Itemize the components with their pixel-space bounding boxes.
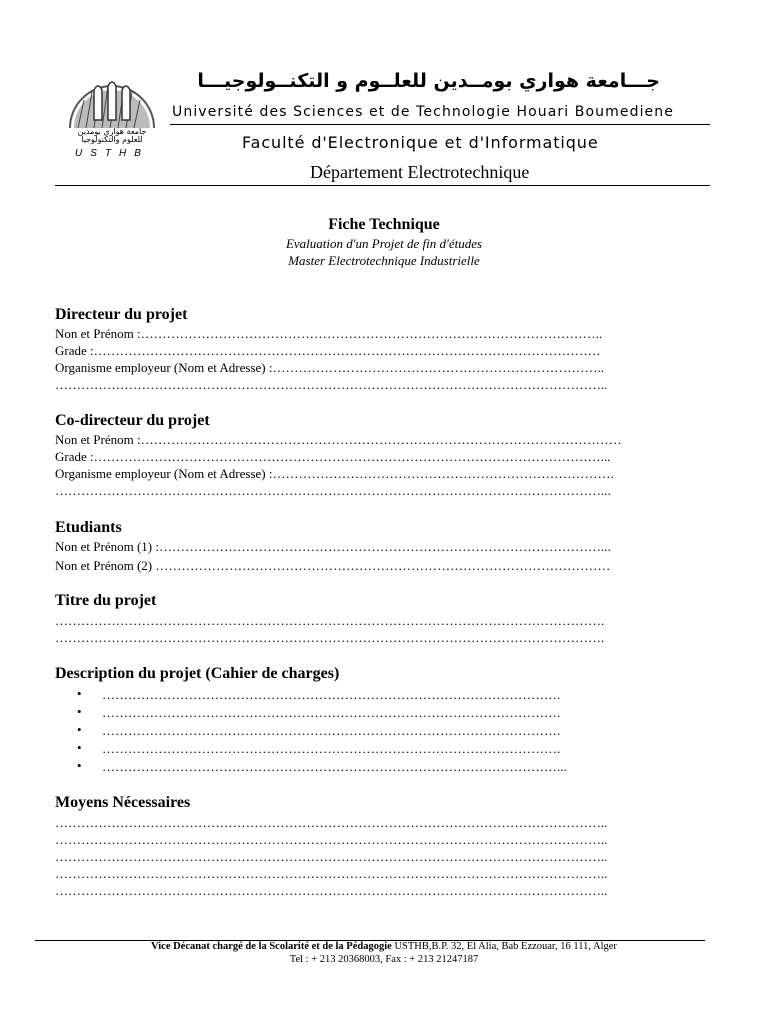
section-heading-etudiants: Etudiants <box>55 519 122 536</box>
directeur-grade-field: Grade :……………………………………………………………………………………………………… <box>55 343 601 358</box>
bullet-3: • <box>77 722 82 737</box>
description-line-4: ……………………………………………………………………………………………. <box>102 741 561 756</box>
logo-arabic-text: جامعة هواري بومدين للعلوم والتكنولوجيا <box>77 127 147 144</box>
description-line-2: ……………………………………………………………………………………………. <box>102 705 561 720</box>
etudiant-1-name-field: Non et Prénom (1) :…………………………………………………………………………………………... <box>55 539 611 554</box>
section-heading-codirecteur: Co-directeur du projet <box>55 412 210 429</box>
section-heading-directeur: Directeur du projet <box>55 306 188 323</box>
bullet-4: • <box>77 740 82 755</box>
directeur-name-field: Non et Prénom :…………………………………………………………………………………………….. <box>55 326 603 341</box>
directeur-organisme-line2: ……………………………………………………………………………………………………………….. <box>55 377 608 392</box>
section-heading-moyens: Moyens Nécessaires <box>55 794 191 811</box>
logo-latin-text: USTHB <box>75 148 149 159</box>
footer-contact: Tel : + 213 20368003, Fax : + 213 21247187 <box>289 954 479 965</box>
bullet-5: • <box>77 758 82 773</box>
header-rule-1 <box>170 124 710 125</box>
titre-line-1: ………………………………………………………………………………………………………………. <box>55 613 605 628</box>
moyens-line-4: ……………………………………………………………………………………………………………….. <box>55 866 608 881</box>
document-subtitle-1: Evaluation d'un Projet de fin d'études <box>285 236 483 251</box>
logo-emblem-icon <box>64 70 160 130</box>
directeur-organisme-field: Organisme employeur (Nom et Adresse) :………………………………………………………………….. <box>55 360 604 375</box>
document-subtitle-2: Master Electrotechnique Industrielle <box>288 253 480 268</box>
section-heading-titre: Titre du projet <box>55 592 157 609</box>
bullet-1: • <box>77 686 82 701</box>
codirecteur-organisme-field: Organisme employeur (Nom et Adresse) :……………………………………………………………………. <box>55 466 614 481</box>
moyens-line-3: ……………………………………………………………………………………………………………….. <box>55 849 608 864</box>
section-heading-description: Description du projet (Cahier de charges) <box>55 665 340 682</box>
faculty-name: Faculté d'Electronique et d'Informatique <box>242 133 599 152</box>
codirecteur-organisme-line2: ………………………………………………………………………………………………………………... <box>55 483 611 498</box>
footer-office: Vice Décanat chargé de la Scolarité et de la Pédagogie <box>151 941 392 952</box>
moyens-line-2: ……………………………………………………………………………………………………………….. <box>55 832 608 847</box>
header-rule-2 <box>55 185 710 186</box>
document-title: Fiche Technique <box>328 216 440 233</box>
footer-address-rest: USTHB,B.P. 32, El Alia, Bab Ezzouar, 16 111, Alger <box>391 941 617 952</box>
moyens-line-5: ……………………………………………………………………………………………………………….. <box>55 883 608 898</box>
arabic-university-title: جـــامعة هواري بومــدين للعلــوم و التكنــولوجيـــا <box>197 70 660 92</box>
university-name: Université des Sciences et de Technologie Houari Boumediene <box>172 104 674 120</box>
etudiant-2-name-field: Non et Prénom (2) …………………………………………………………………………………………… <box>55 558 611 573</box>
moyens-line-1: ……………………………………………………………………………………………………………….. <box>55 815 608 830</box>
bullet-2: • <box>77 704 82 719</box>
description-line-1: ……………………………………………………………………………………………. <box>102 687 561 702</box>
usthb-logo <box>64 70 160 162</box>
codirecteur-name-field: Non et Prénom :………………………………………………………………………………………………… <box>55 432 622 447</box>
footer-address <box>0 941 768 952</box>
codirecteur-grade-field: Grade :………………………………………………………………………………………………………... <box>55 449 611 464</box>
department-name: Département Electrotechnique <box>310 162 530 182</box>
description-line-5: ……………………………………………………………………………………………... <box>102 759 567 774</box>
description-line-3: ……………………………………………………………………………………………. <box>102 723 561 738</box>
titre-line-2: ………………………………………………………………………………………………………………. <box>55 630 605 645</box>
